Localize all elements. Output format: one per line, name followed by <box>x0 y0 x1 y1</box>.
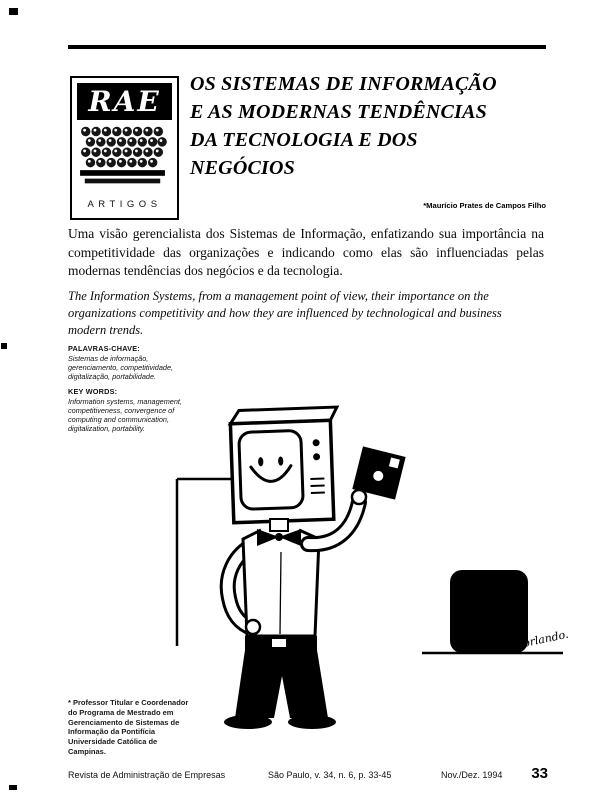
cartoon-canvas <box>160 383 570 735</box>
journal-logo <box>70 76 179 220</box>
shoe <box>288 715 336 729</box>
scan-registration-mark <box>9 8 18 15</box>
title-line: E AS MODERNAS TENDÊNCIAS <box>190 101 487 123</box>
scan-registration-mark <box>1 343 7 349</box>
left-hand <box>246 620 260 634</box>
typewriter-keys-icon <box>77 123 168 189</box>
keywords-en-label: KEY WORDS: <box>68 387 118 396</box>
rae-logo-text: RAE <box>77 83 172 120</box>
title-line: NEGÓCIOS <box>190 157 295 179</box>
author-affiliation-footnote: * Professor Titular e Coordenador do Programa de Mestrado em Gerenciamento de Sistemas de Informação da Pontifícia Universidade Católica de Campinas. <box>68 698 189 756</box>
keywords-block-pt <box>68 344 183 381</box>
keywords-pt-label: PALAVRAS-CHAVE: <box>68 344 140 353</box>
footer-journal-name: Revista de Administração de Empresas <box>68 770 226 780</box>
logo-caption: ARTIGOS <box>87 199 162 210</box>
monitor-silhouette <box>450 570 528 653</box>
tv-head-cartoon <box>160 383 570 735</box>
footer-citation: São Paulo, v. 34, n. 6, p. 33-45 <box>268 770 392 780</box>
pants <box>235 650 328 718</box>
author-credit: *Maurício Prates de Campos Filho <box>423 201 546 210</box>
tv-screen <box>239 430 304 509</box>
abstract-english: The Information Systems, from a management point of view, their importance on the organizations competitivity and how they are influenced by technological and business modern trends. <box>68 289 502 337</box>
keywords-en-text: Information systems, management, competitiveness, convergence of computing and communication, digitalization, portability. <box>68 397 182 433</box>
neck <box>270 519 288 531</box>
page-number: 33 <box>531 765 548 782</box>
title-line: DA TECNOLOGIA E DOS <box>190 129 418 151</box>
title-line: OS SISTEMAS DE INFORMAÇÃO <box>190 73 497 95</box>
header-rule <box>68 45 546 49</box>
right-hand <box>352 490 366 504</box>
abstract-portuguese: Uma visão gerencialista dos Sistemas de Informação, enfatizando sua importância na competitividade das organizações e indicando como elas são influenciadas pelas modernas tendências dos negócios e da tecnologia. <box>68 226 544 278</box>
keywords-pt-text: Sistemas de informação, gerenciamento, competitividade, digitalização, portabilidade. <box>68 354 174 381</box>
shoe <box>224 715 272 729</box>
belt-buckle <box>272 639 286 647</box>
page-footer <box>0 766 612 790</box>
article-title <box>190 70 558 182</box>
tv-head <box>230 407 341 523</box>
artist-signature: orlando. <box>521 627 570 650</box>
footer-issue-date: Nov./Dez. 1994 <box>441 770 503 780</box>
